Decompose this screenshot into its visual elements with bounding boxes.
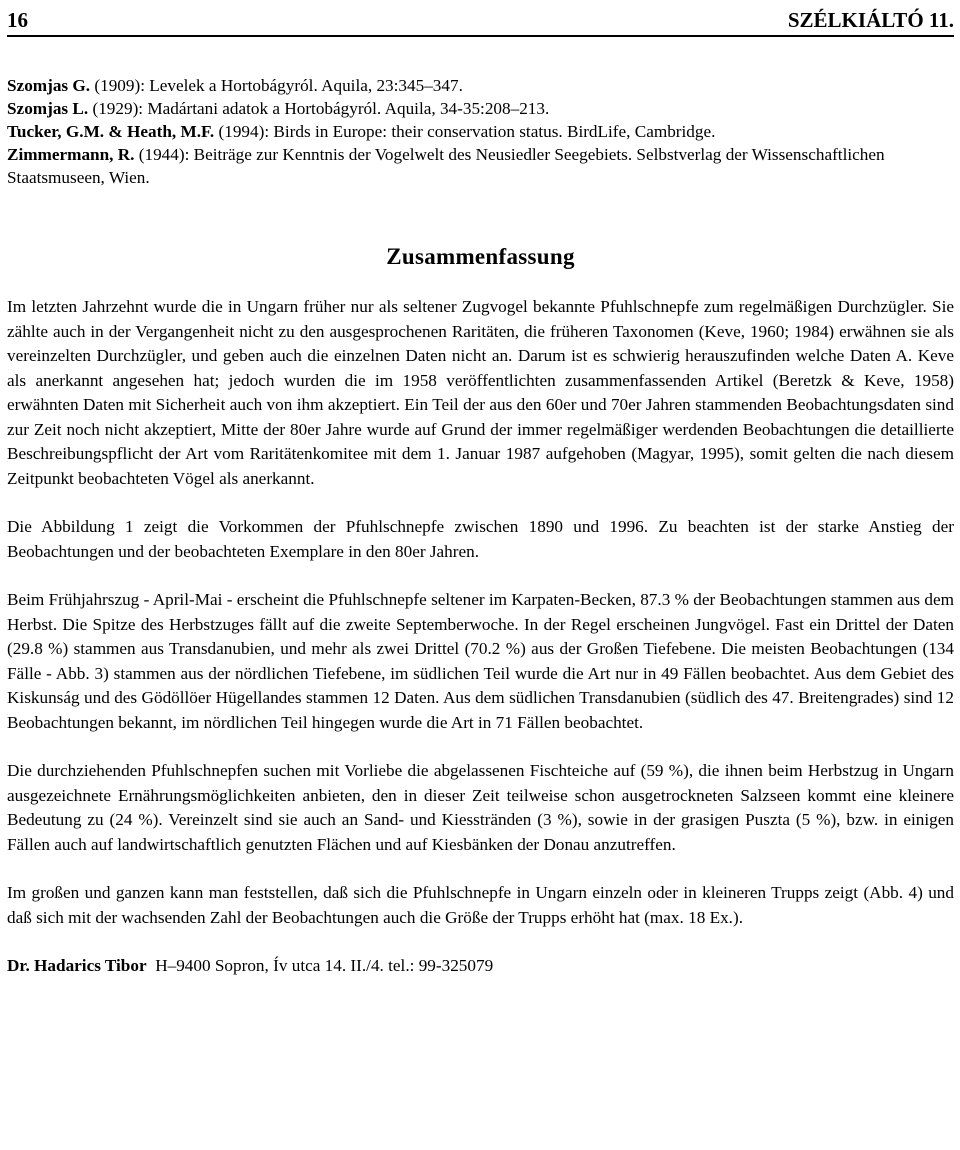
- reference-author: Szomjas L.: [7, 99, 89, 118]
- address-text: H–9400 Sopron, Ív utca 14. II./4. tel.: 99-325079: [155, 956, 494, 975]
- reference-text: (1994): Birds in Europe: their conservation status. BirdLife, Cambridge.: [214, 122, 716, 141]
- author-name: Dr. Hadarics Tibor: [7, 956, 147, 975]
- section-title: Zusammenfassung: [386, 244, 575, 269]
- reference-author: Szomjas G.: [7, 76, 91, 95]
- reference-item: [7, 74, 954, 97]
- reference-item: [7, 97, 954, 120]
- reference-author: Zimmermann, R.: [7, 145, 135, 164]
- summary-paragraph: Im großen und ganzen kann man feststellen, daß sich die Pfuhlschnepfe in Ungarn einzeln oder in kleineren Trupps zeigt (Abb. 4) und daß sich mit der wachsenden Zahl der Beobachtungen auch die Größe der Trupps erhöht hat (max. 18 Ex.).: [7, 883, 954, 927]
- author-address: [7, 954, 954, 978]
- summary-paragraph: Im letzten Jahrzehnt wurde die in Ungarn früher nur als seltener Zugvogel bekannte Pfuhlschnepfe zum regelmäßigen Durchzügler. Sie zählte auch in der Vergangenheit nicht zu den ausgesprochenen Raritäten, die früheren Taxonomen (Keve, 1960; 1984) erwähnen sie als vereinzelten Durchzügler, und geben auch die einzelnen Daten nicht an. Darum ist es schwierig herauszufinden welche Daten A. Keve als anerkannt angesehen hat; jedoch wurden die im 1958 veröffentlichten zusammenfassenden Artikel (Beretzk & Keve, 1958) erwähnten Daten mit Sicherheit auch von ihm akzeptiert. Ein Teil der aus den 60er und 70er Jahren stammenden Beobachtungsdaten sind zur Zeit noch nicht akzeptiert, Mitte der 80er Jahre wurde auf Grund der immer regelmäßiger werdenden Beobachtungen die detaillierte Beschreibungspflicht der Art vom Raritätenkomitee mit dem 1. Januar 1987 aufgehoben (Magyar, 1995), somit gelten die nach diesem Zeitpunkt beobachteten Vögel als anerkannt.: [7, 297, 954, 488]
- reference-text: (1929): Madártani adatok a Hortobágyról. Aquila, 34-35:208–213.: [88, 99, 550, 118]
- reference-author: Tucker, G.M. & Heath, M.F.: [7, 122, 215, 141]
- page-header: [7, 0, 954, 37]
- reference-text: (1944): Beiträge zur Kenntnis der Vogelwelt des Neusiedler Seegebiets. Selbstverlag der Wissenschaftlichen Staatsmuseen, Wien.: [7, 145, 885, 187]
- reference-item: [7, 143, 954, 189]
- summary-paragraph: Beim Frühjahrszug - April-Mai - erscheint die Pfuhlschnepfe seltener im Karpaten-Becken, 87.3 % der Beobachtungen stammen aus dem Herbst. Die Spitze des Herbstzuges fällt auf die zweite Septemberwoche. In der Regel erscheinen Jungvögel. Fast ein Drittel der Daten (29.8 %) stammen aus Transdanubien, und mehr als zwei Drittel (70.2 %) aus der Großen Tiefebene. Die meisten Beobachtungen (134 Fälle - Abb. 3) stammen aus der nördlichen Tiefebene, im südlichen Teil wurde die Art nur in 49 Fällen beobachtet. Aus dem Gebiet des Kiskunság und des Gödöllöer Hügellandes stammen 12 Daten. Aus dem südlichen Transdanubien (südlich des 47. Breitengrades) sind 12 Beobachtungen bekannt, im nördlichen Teil hingegen wurde die Art in 71 Fällen beobachtet.: [7, 590, 954, 732]
- document-page: [7, 0, 954, 978]
- summary-paragraph: Die durchziehenden Pfuhlschnepfen suchen mit Vorliebe die abgelassenen Fischteiche auf (59 %), die ihnen beim Herbstzug in Ungarn ausgezeichnete Ernährungsmöglichkeiten anbieten, den in dieser Zeit teilweise schon ausgetrockneten Salzseen kommt eine kleinere Bedeutung zu (24 %). Vereinzelt sind sie auch an Sand- und Kiesstränden (3 %), sowie in der grasigen Puszta (5 %), bzw. in einigen Fällen auch auf landwirtschaftlich genutzten Flächen und auf Kiesbänken der Donau anzutreffen.: [7, 761, 954, 854]
- reference-text: (1909): Levelek a Hortobágyról. Aquila, 23:345–347.: [90, 76, 463, 95]
- journal-title: SZÉLKIÁLTÓ 11.: [787, 8, 954, 32]
- page-number: 16: [7, 8, 28, 32]
- reference-list: [7, 74, 954, 189]
- summary-paragraph: Die Abbildung 1 zeigt die Vorkommen der Pfuhlschnepfe zwischen 1890 und 1996. Zu beachten ist der starke Anstieg der Beobachtungen und der beobachteten Exemplare in den 80er Jahren.: [7, 517, 954, 561]
- reference-item: [7, 120, 954, 143]
